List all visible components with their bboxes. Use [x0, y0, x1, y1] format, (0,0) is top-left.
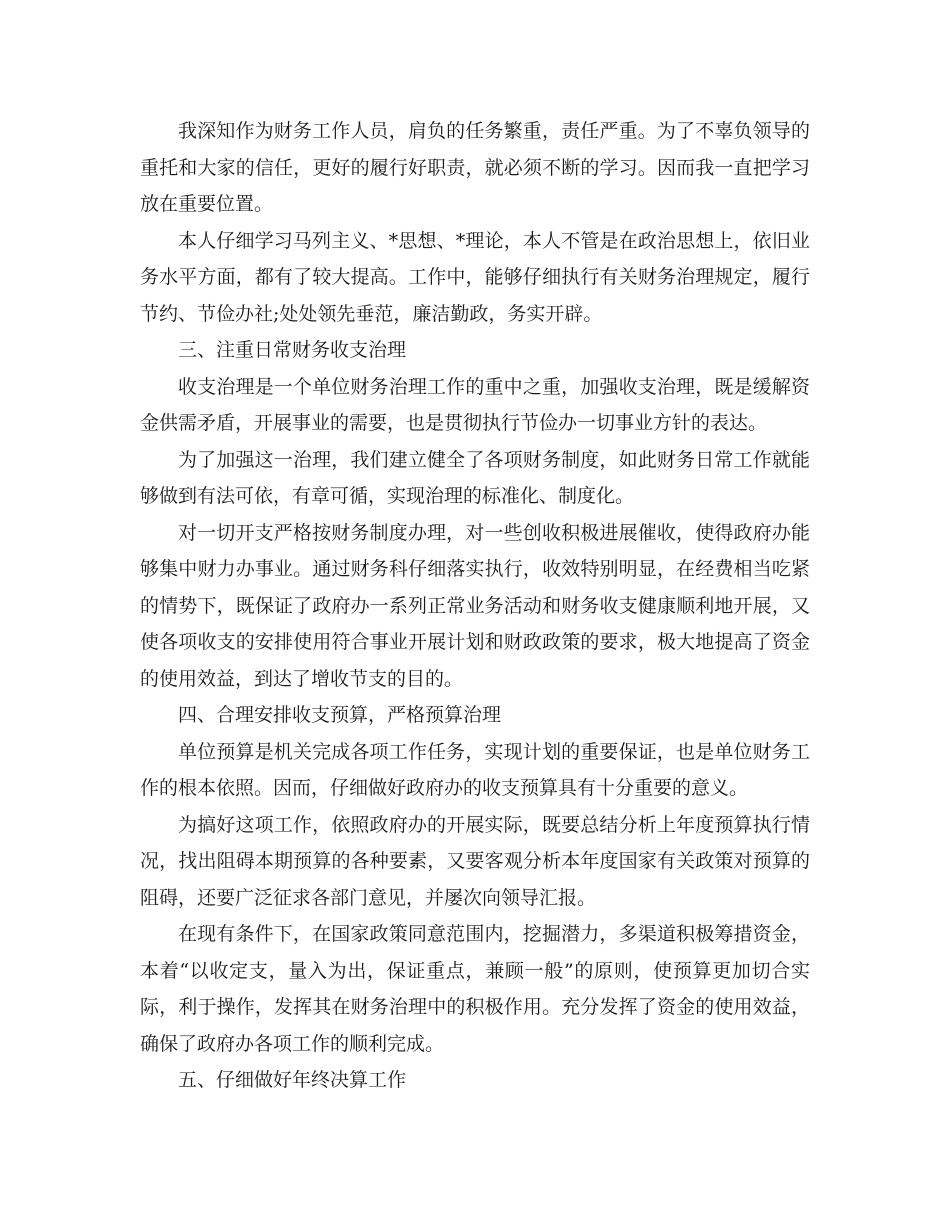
- section-heading-4: 四、合理安排收支预算，严格预算治理: [178, 704, 502, 726]
- paragraph-learning: 我深知作为财务工作人员，肩负的任务繁重，责任严重。为了不辜负领导的重托和大家的信任，更好的履行好职责，就必须不断的学习。因而我一直把学习放在重要位置。: [140, 120, 810, 215]
- paragraph-budget-basis: 单位预算是机关完成各项工作任务，实现计划的重要保证，也是单位财务工作的根本依照。因而，仔细做好政府办的收支预算具有十分重要的意义。: [140, 740, 810, 799]
- paragraph-expenditure: 对一切开支严格按财务制度办理，对一些创收积极进展催收，使得政府办能够集中财力办事业。通过财务科仔细落实执行，收效特别明显，在经费相当吃紧的情势下，既保证了政府办一系列正常业务活动和财务收支健康顺利地开展，又使各项收支的安排使用符合事业开展计划和财政政策的要求，极大地提高了资金的使用效益，到达了增收节支的目的。: [140, 521, 810, 690]
- paragraph-budget-work: 为搞好这项工作，依照政府办的开展实际，既要总结分析上年度预算执行情况，找出阻碍本期预算的各种要素，又要客观分析本年度国家有关政策对预算的阻碍，还要广泛征求各部门意见，并屡次向领导汇报。: [140, 813, 810, 909]
- paragraph-revenue-management: 收支治理是一个单位财务治理工作的重中之重，加强收支治理，既是缓解资金供需矛盾，开展事业的需要，也是贯彻执行节俭办一切事业方针的表达。: [140, 375, 810, 434]
- paragraph-budget-principle: 在现有条件下，在国家政策同意范围内，挖掘潜力，多渠道积极筹措资金，本着“以收定支，量入为出，保证重点，兼顾一般”的原则，使预算更加切合实际，利于操作，发挥其在财务治理中的积极作用。充分发挥了资金的使用效益，确保了政府办各项工作的顺利完成。: [140, 923, 810, 1055]
- section-heading-5: 五、仔细做好年终决算工作: [178, 1069, 407, 1091]
- document-body: [140, 113, 810, 1099]
- section-heading-3: 三、注重日常财务收支治理: [178, 339, 407, 361]
- paragraph-financial-system: 为了加强这一治理，我们建立健全了各项财务制度，如此财务日常工作就能够做到有法可依，有章可循，实现治理的标准化、制度化。: [140, 448, 810, 507]
- paragraph-self-study: 本人仔细学习马列主义、*思想、*理论，本人不管是在政治思想上，依旧业务水平方面，都有了较大提高。工作中，能够仔细执行有关财务治理规定，履行节约、节俭办社;处处领先垂范，廉洁勤政，务实开辟。: [140, 229, 810, 325]
